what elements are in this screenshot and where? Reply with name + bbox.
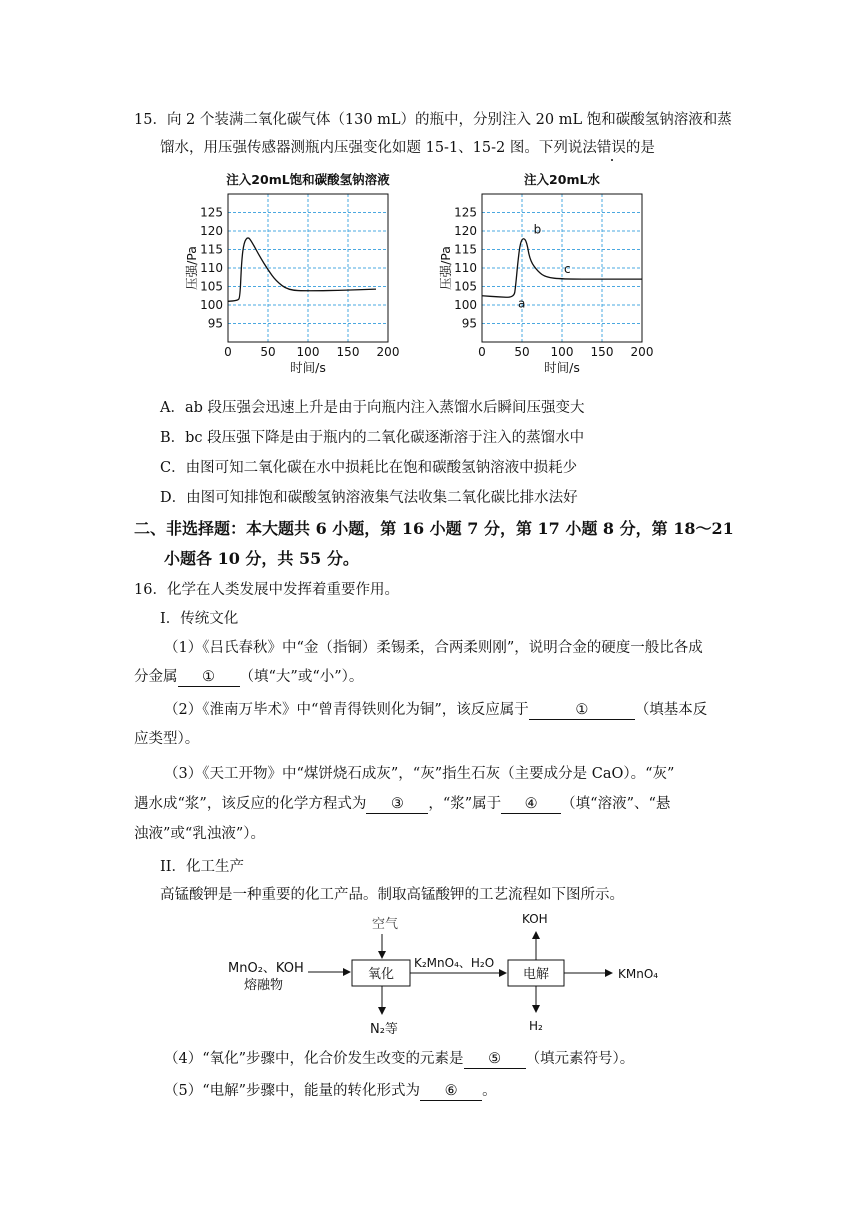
q16-s5-tail: 。 — [482, 1083, 497, 1099]
x-tick-label: 100 — [296, 345, 320, 359]
x-tick-label: 150 — [590, 345, 614, 359]
x-tick-label: 50 — [260, 345, 276, 359]
flow-input-label-2: 熔融物 — [244, 978, 284, 993]
y-axis-label: 压强/Pa — [184, 246, 199, 290]
q16-s1-text: 分金属 — [134, 669, 178, 685]
flow-h2-label: H₂ — [529, 1019, 543, 1033]
q15-line2-b: 的是 — [625, 140, 655, 156]
q16-s3-line3: 浊液”或“乳浊液”）。 — [134, 826, 265, 842]
q15-line1: 15．向 2 个装满二氧化碳气体（130 mL）的瓶中，分别注入 20 mL 饱和碳酸氢钠溶液和蒸 — [134, 112, 732, 128]
y-tick-label: 105 — [200, 279, 223, 294]
y-tick-label: 125 — [200, 205, 223, 220]
y-tick-label: 95 — [461, 316, 477, 331]
q16-s3-line2 — [134, 794, 670, 814]
q16-s2-line2: 应类型）。 — [134, 731, 200, 747]
point-label-b: b — [533, 222, 542, 237]
flow-n2-label: N₂等 — [370, 1022, 398, 1037]
y-tick-label: 110 — [454, 261, 477, 275]
q16-stem: 16．化学在人类发展中发挥着重要作用。 — [134, 582, 399, 598]
y-tick-label: 120 — [200, 224, 223, 238]
q16-s1-tail: （填“大”或“小”）。 — [239, 669, 364, 685]
option-c: C．由图可知二氧化碳在水中损耗比在饱和碳酸氢钠溶液中损耗少 — [160, 460, 578, 476]
chart-title: 注入20mL饱和碳酸氢钠溶液 — [226, 172, 390, 187]
part1-title: I．传统文化 — [160, 611, 239, 627]
option-b: B．bc 段压强下降是由于瓶内的二氧化碳逐渐溶于注入的蒸馏水中 — [160, 430, 585, 446]
y-tick-label: 120 — [454, 224, 477, 238]
q16-s2-tail: （填基本反 — [634, 702, 708, 718]
answer-blank-1: ① — [178, 668, 240, 687]
y-tick-label: 100 — [454, 298, 477, 312]
q16-s5-text: （5）“电解”步骤中，能量的转化形式为 — [164, 1083, 421, 1099]
chart-water — [436, 170, 676, 382]
point-label-a: a — [518, 296, 526, 311]
y-tick-label: 115 — [200, 242, 223, 257]
option-d: D．由图可知排饱和碳酸氢钠溶液集气法收集二氧化碳比排水法好 — [160, 490, 578, 506]
q16-s1-line1: （1）《吕氏春秋》中“金（指铜）柔锡柔，合两柔则刚”，说明合金的硬度一般比各成 — [164, 640, 703, 656]
flow-box-electrolysis-label: 电解 — [523, 967, 550, 982]
process-flow-diagram — [222, 910, 702, 1040]
q16-s5 — [164, 1081, 497, 1101]
flow-air-label: 空气 — [372, 917, 399, 932]
answer-blank-6: ⑥ — [420, 1082, 482, 1101]
part2-title: II．化工生产 — [160, 859, 244, 875]
x-tick-label: 0 — [224, 345, 232, 359]
x-tick-label: 100 — [550, 345, 574, 359]
option-a: A．ab 段压强会迅速上升是由于向瓶内注入蒸馏水后瞬间压强变大 — [160, 400, 585, 416]
y-tick-label: 125 — [454, 205, 477, 220]
q15-emphasis: 错误 — [596, 140, 626, 156]
section-2-heading-cont: 小题各 10 分，共 55 分。 — [164, 549, 359, 568]
chart-title: 注入20mL水 — [524, 172, 600, 187]
x-axis-label: 时间/s — [290, 360, 326, 375]
x-tick-label: 50 — [514, 345, 530, 359]
chart-sodium-bicarbonate — [182, 170, 422, 382]
q16-s4-tail: （填元素符号）。 — [525, 1051, 635, 1067]
x-tick-label: 200 — [630, 345, 654, 359]
section-2-heading: 二、非选择题：本大题共 6 小题，第 16 小题 7 分，第 17 小题 8 分，第 18～21 — [134, 519, 734, 538]
flow-product-label: KMnO₄ — [618, 967, 659, 981]
y-tick-label: 105 — [454, 279, 477, 294]
x-tick-label: 150 — [336, 345, 360, 359]
y-axis-label: 压强/Pa — [438, 246, 453, 290]
x-tick-label: 0 — [478, 345, 486, 359]
point-label-c: c — [564, 262, 571, 277]
y-tick-label: 115 — [454, 242, 477, 257]
y-tick-label: 95 — [207, 316, 223, 331]
x-axis-label: 时间/s — [544, 360, 580, 375]
q16-s3-line1: （3）《天工开物》中“煤饼烧石成灰”，“灰”指生石灰（主要成分是 CaO）。“灰” — [164, 766, 675, 782]
flow-input-label: MnO₂、KOH — [228, 961, 304, 976]
answer-blank-2: ① — [529, 701, 635, 720]
pressure-curve — [228, 238, 376, 301]
y-tick-label: 100 — [200, 298, 223, 312]
q16-s1-line2 — [134, 667, 363, 687]
part2-intro: 高锰酸钾是一种重要的化工产品。制取高锰酸钾的工艺流程如下图所示。 — [160, 887, 624, 903]
q16-s2-text: （2）《淮南万毕术》中“曾青得铁则化为铜”，该反应属于 — [164, 702, 529, 718]
flow-koh-label: KOH — [522, 912, 548, 926]
q15-line2-a: 馏水，用压强传感器测瓶内压强变化如题 15-1、15-2 图。下列说法 — [160, 140, 597, 156]
q16-s4-text: （4）“氧化”步骤中，化合价发生改变的元素是 — [164, 1051, 464, 1067]
y-tick-label: 110 — [200, 261, 223, 275]
q16-s2-line1 — [164, 700, 707, 720]
answer-blank-3: ③ — [366, 795, 428, 814]
answer-blank-4: ④ — [501, 795, 561, 814]
x-tick-label: 200 — [376, 345, 400, 359]
q16-s3-mid: ，“浆”属于 — [428, 796, 502, 812]
q15-line2 — [160, 138, 655, 158]
flow-intermediate-label: K₂MnO₄、H₂O — [414, 956, 495, 970]
answer-blank-5: ⑤ — [464, 1050, 526, 1069]
flow-box-oxidation-label: 氧化 — [368, 967, 395, 982]
q16-s3-text: 遇水成“浆”，该反应的化学方程式为 — [134, 796, 367, 812]
q16-s3-tail: （填“溶液”、“悬 — [561, 796, 671, 812]
q16-s4 — [164, 1049, 634, 1069]
